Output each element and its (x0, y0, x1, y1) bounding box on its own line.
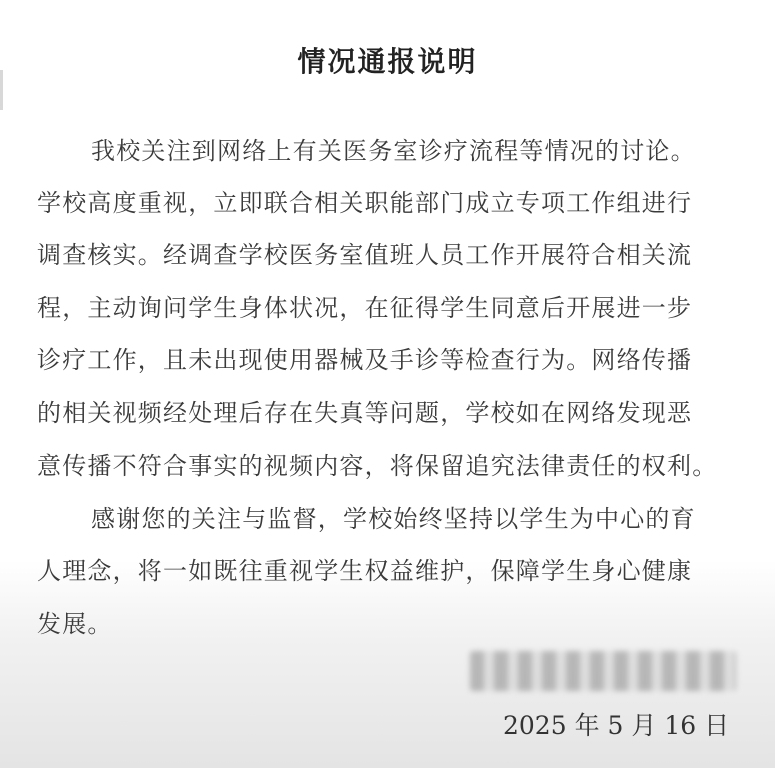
paragraph-1-line-5: 诊疗工作，且未出现使用器械及手诊等检查行为。网络传播 (37, 346, 693, 374)
paragraph-2-line-3: 发展。 (37, 610, 113, 638)
paragraph-1-line-3: 调查核实。经调查学校医务室值班人员工作开展符合相关流 (37, 241, 693, 269)
blurred-signature (470, 651, 736, 691)
paragraph-2-line-2: 人理念，将一如既往重视学生权益维护，保障学生身心健康 (37, 557, 693, 585)
paragraph-1-line-7: 意传播不符合事实的视频内容，将保留追究法律责任的权利。 (37, 452, 718, 480)
paragraph-1-line-2: 学校高度重视，立即联合相关职能部门成立专项工作组进行 (37, 189, 693, 217)
paragraph-1-line-4: 程，主动询问学生身体状况，在征得学生同意后开展进一步 (37, 294, 693, 322)
document-title: 情况通报说明 (297, 45, 478, 78)
paragraph-1-line-1: 我校关注到网络上有关医务室诊疗流程等情况的讨论。 (91, 137, 696, 165)
paragraph-1-line-6: 的相关视频经处理后存在失真等问题，学校如在网络发现恶 (37, 399, 693, 427)
document-date: 2025 年 5 月 16 日 (503, 711, 730, 740)
paragraph-2-line-1: 感谢您的关注与监督，学校始终坚持以学生为中心的育 (91, 505, 696, 533)
